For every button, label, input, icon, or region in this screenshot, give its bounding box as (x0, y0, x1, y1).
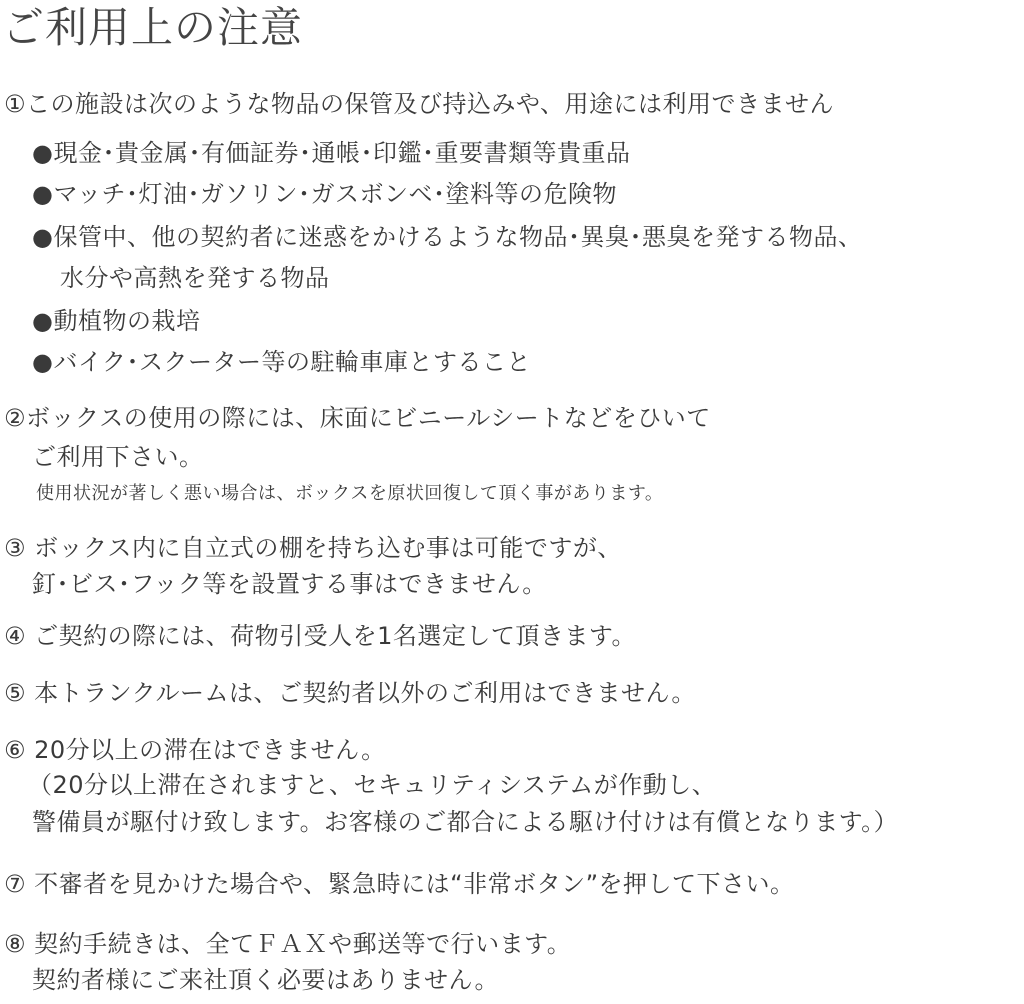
notice-8-line-1: ⑧ 契約手続きは、全てＦＡＸや郵送等で行います。 (4, 930, 572, 958)
notice-6-line-1: ⑥ 20分以上の滞在はできません。 (4, 736, 386, 764)
notice-6-line-2: （20分以上滞在されますと、セキュリティシステムが作動し、 (28, 771, 717, 799)
notice-4: ④ ご契約の際には、荷物引受人を1名選定して頂きます。 (4, 622, 636, 650)
notice-2-line-1: ②ボックスの使用の際には、床面にビニールシートなどをひいて (4, 404, 711, 432)
notice-1-bullet-parking: ●バイク･スクーター等の駐輪車庫とすること (32, 348, 531, 376)
notice-2-note: 使用状況が著しく悪い場合は、ボックスを原状回復して頂く事があります。 (36, 483, 664, 504)
page-title: ご利用上の注意 (2, 3, 304, 52)
notice-5: ⑤ 本トランクルームは、ご契約者以外のご利用はできません。 (4, 679, 696, 707)
notice-7: ⑦ 不審者を見かけた場合や、緊急時には“非常ボタン”を押して下さい。 (4, 870, 795, 898)
notice-1-bullet-valuables: ●現金･貴金属･有価証券･通帳･印鑑･重要書類等貴重品 (32, 139, 631, 167)
notice-6-line-3: 警備員が駆付け致します。お客様のご都合による駆け付けは有償となります。） (32, 808, 899, 836)
notice-1-bullet-nuisance: ●保管中、他の契約者に迷惑をかけるような物品･異臭･悪臭を発する物品、 (32, 223, 863, 251)
notice-1-bullet-nuisance-cont: 水分や高熱を発する物品 (60, 264, 330, 292)
notice-8-line-2: 契約者様にご来社頂く必要はありません。 (32, 966, 499, 994)
notice-3-line-1: ③ ボックス内に自立式の棚を持ち込む事は可能ですが、 (4, 534, 622, 562)
notice-1-bullet-cultivation: ●動植物の栽培 (32, 307, 201, 335)
notice-2-line-2: ご利用下さい。 (32, 443, 204, 471)
notice-1-bullet-hazardous: ●マッチ･灯油･ガソリン･ガスボンベ･塗料等の危険物 (32, 180, 617, 208)
notice-1-heading: ①この施設は次のような物品の保管及び持込みや、用途には利用できません (4, 90, 835, 118)
notice-3-line-2: 釘･ビス･フック等を設置する事はできません。 (32, 570, 547, 598)
